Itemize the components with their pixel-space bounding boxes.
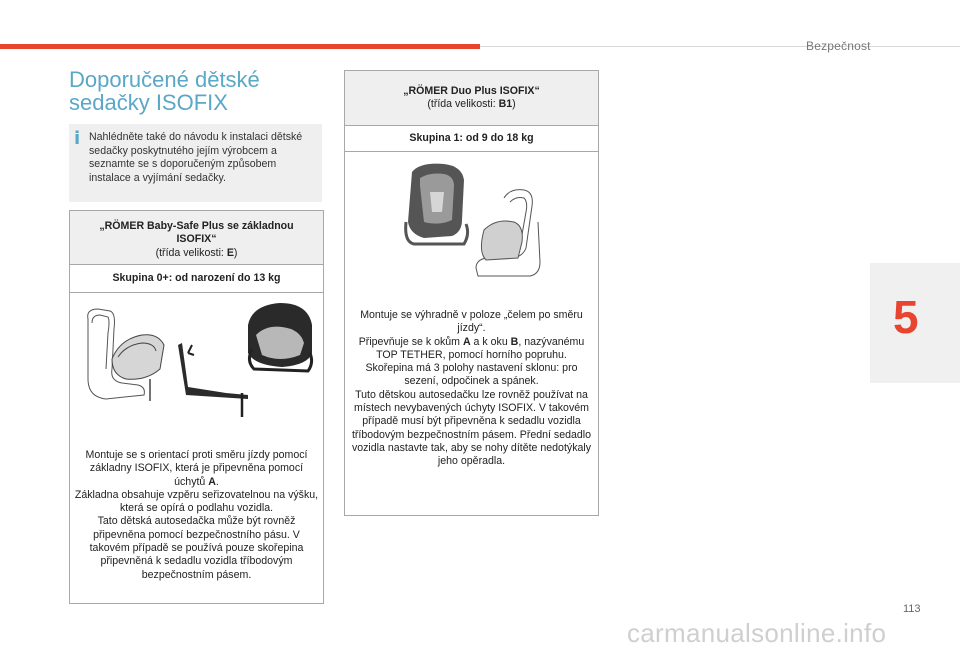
info-text: Nahlédněte také do návodu k instalaci dětské sedačky poskytnutého jejím výrobcem a seznamte se s doporučeným způsobem instalace a vyjímání sedačky. <box>89 131 303 184</box>
page-title <box>69 68 309 114</box>
seat-table-duo-plus <box>344 70 599 516</box>
seat-size-class: (třída velikosti: E) <box>155 246 238 259</box>
baby-seat-illustration <box>76 299 316 419</box>
seat-group: Skupina 1: od 9 do 18 kg <box>345 126 598 152</box>
page-title-line1: Doporučené dětské <box>69 67 260 92</box>
seat-header <box>70 211 323 265</box>
seat-name: „RÖMER Duo Plus ISOFIX“ <box>403 85 540 97</box>
seat-table-baby-safe <box>69 210 324 604</box>
chapter-number: 5 <box>893 291 919 343</box>
seat-size-class: (třída velikosti: B1) <box>427 98 516 111</box>
watermark: carmanualsonline.info <box>627 618 887 648</box>
header-accent-bar <box>0 44 480 49</box>
section-label: Bezpečnost <box>806 39 871 53</box>
seat-header <box>345 71 598 126</box>
page-number: 113 <box>903 603 921 615</box>
info-icon: i <box>74 128 81 149</box>
seat-group: Skupina 0+: od narození do 13 kg <box>70 265 323 293</box>
info-box <box>69 124 322 202</box>
seat-description: Montuje se výhradně v poloze „čelem po směru jízdy“. Připevňuje se k okům A a k oku B, nazývanému TOP TETHER, pomocí horního popruhu. Skořepina má 3 polohy nastavení sklonu: pro sezení, odpočinek a spánek. Tuto dětskou autosedačku lze rovněž používat na místech nevybavených úchyty ISOFIX. V takovém případě musí být připevněna k sedadlu vozidla tříbodovým bezpečnostním pásem. Přední sedadlo vozidla nastavte tak, aby se nohy dítěte nedotýkaly jeho opěradla. <box>351 309 592 468</box>
seat-description: Montuje se s orientací proti směru jízdy pomocí základny ISOFIX, která je připevněna pomocí úchytů A. Základna obsahuje vzpěru seřizovatelnou na výšku, která se opírá o podlahu vozidla. Tato dětská autosedačka může být rovněž připevněna pomocí bezpečnostního pásu. V takovém případě se používá pouze skořepina připevněná k sedadlu vozidla tříbodovým bezpečnostním pásem. <box>74 449 319 581</box>
seat-name: „RÖMER Baby-Safe Plus se základnou ISOFIX“ <box>99 220 294 246</box>
header-rule <box>480 46 960 47</box>
page-title-line2: sedačky ISOFIX <box>69 90 228 115</box>
child-seat-illustration <box>400 162 550 287</box>
